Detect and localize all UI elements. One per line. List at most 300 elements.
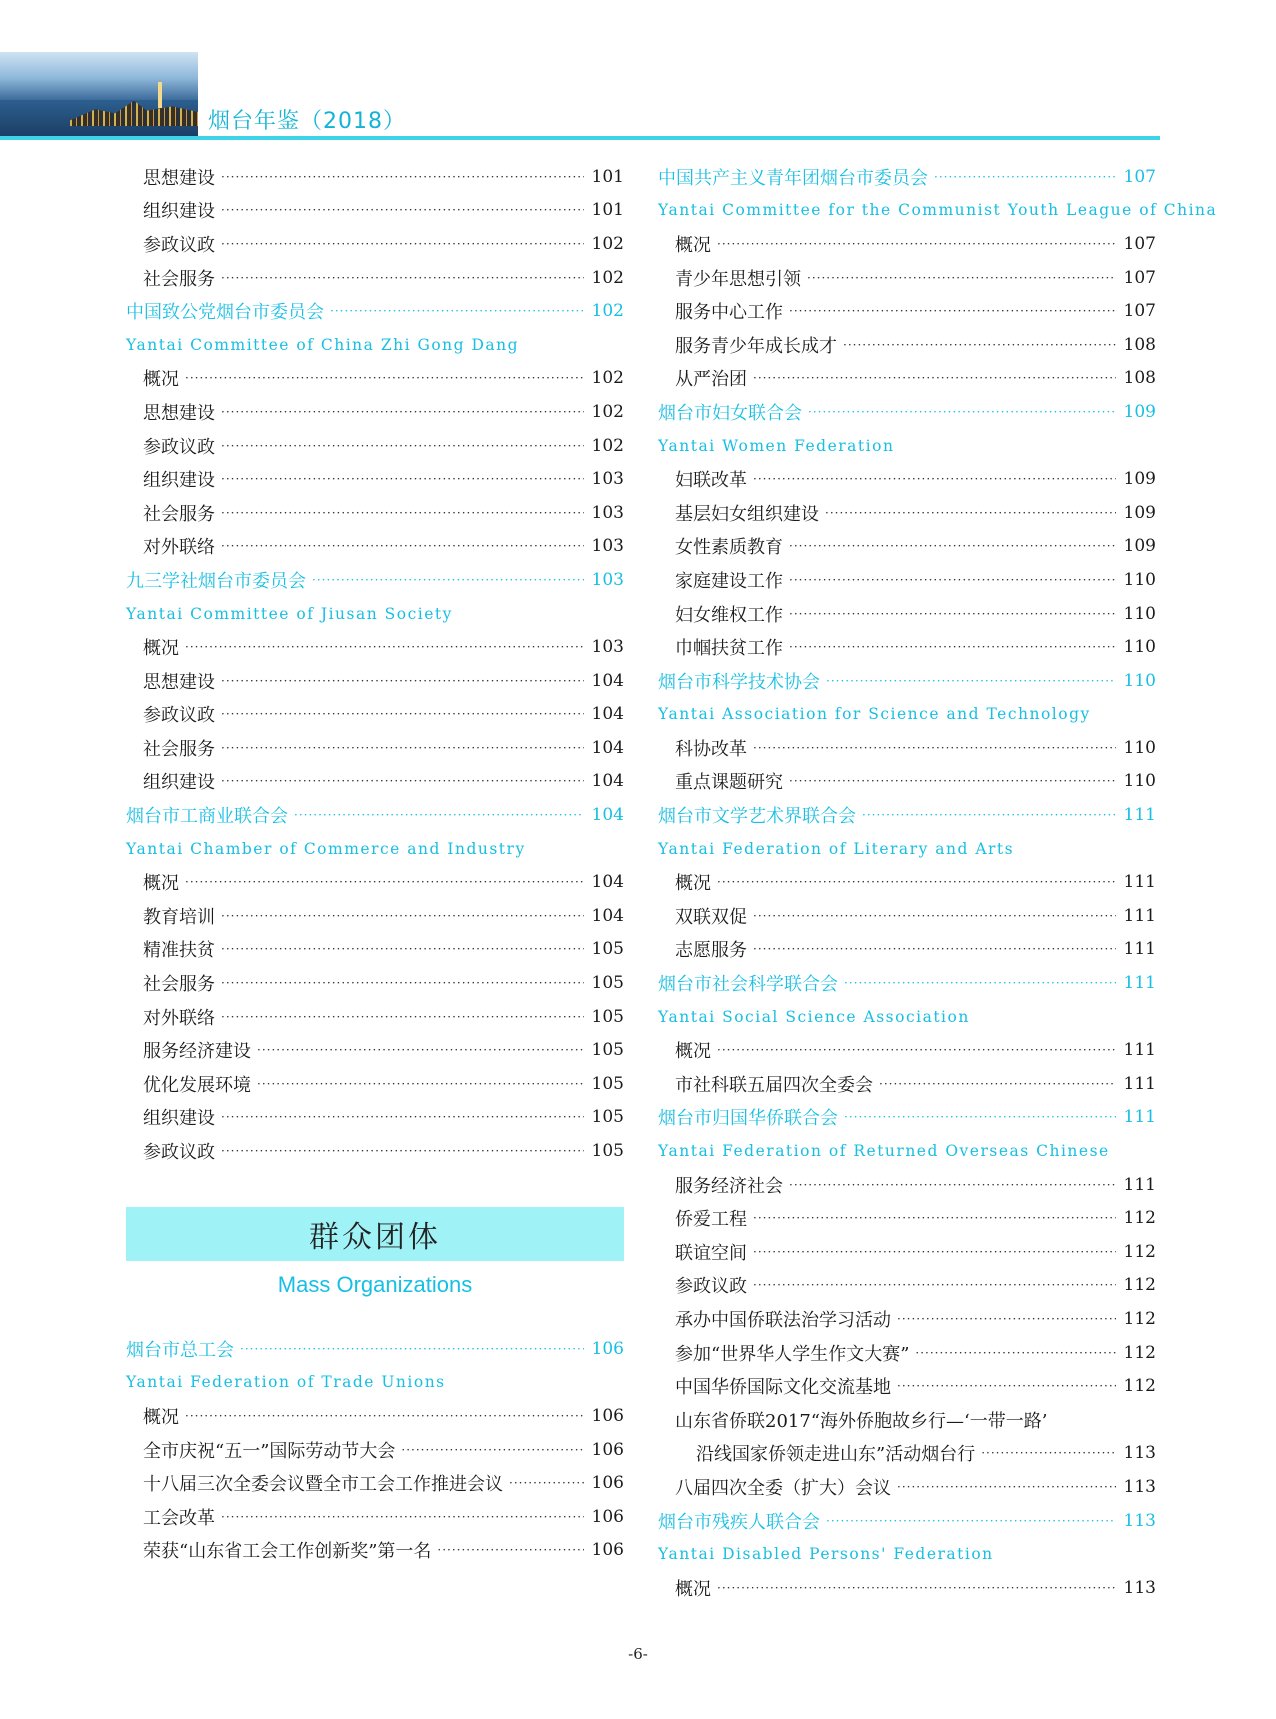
toc-entry[interactable] [658, 563, 1156, 597]
toc-entry-title: 参政议政 [143, 234, 215, 256]
toc-section-entry[interactable] [658, 798, 1156, 832]
toc-leader-dots [221, 539, 584, 553]
toc-entry-title: 市社科联五届四次全委会 [675, 1074, 873, 1096]
toc-entry-title: 概况 [143, 638, 179, 660]
toc-entry-title: 思想建设 [143, 167, 215, 189]
toc-page-number: 102 [591, 401, 624, 422]
toc-entry-title: 青少年思想引领 [675, 268, 801, 290]
toc-leader-dots [221, 271, 584, 285]
toc-section-entry[interactable] [658, 395, 1156, 429]
toc-entry-title: 从严治团 [675, 369, 747, 391]
toc-leader-dots [753, 371, 1116, 385]
toc-page-number: 111 [1123, 1174, 1156, 1195]
toc-page-number: 102 [591, 233, 624, 254]
toc-leader-dots [897, 1480, 1116, 1494]
toc-entry-title: 概况 [675, 873, 711, 895]
toc-page-number: 101 [591, 166, 624, 187]
toc-left-column [126, 160, 624, 1168]
toc-page-number: 112 [1123, 1275, 1156, 1296]
toc-entry-title: 参政议政 [143, 436, 215, 458]
page-number: -6- [628, 1645, 648, 1663]
toc-leader-dots [185, 640, 584, 654]
toc-entry[interactable] [126, 395, 624, 429]
toc-leader-dots [934, 170, 1116, 184]
toc-entry[interactable] [126, 1000, 624, 1034]
toc-leader-dots [789, 539, 1116, 553]
toc-page-number: 104 [591, 805, 624, 826]
toc-entry[interactable] [658, 1437, 1156, 1471]
toc-page-number: 113 [1123, 1510, 1156, 1531]
header-photo-tower [158, 82, 162, 108]
toc-entry[interactable] [658, 1033, 1156, 1067]
toc-page-number: 105 [591, 1006, 624, 1027]
toc-english-title [658, 194, 1218, 228]
toc-page-number: 106 [591, 1473, 624, 1494]
toc-page-number: 102 [591, 368, 624, 389]
toc-leader-dots [789, 1178, 1116, 1192]
toc-leader-dots [807, 271, 1116, 285]
toc-page-number: 107 [1123, 267, 1156, 288]
toc-entry[interactable] [658, 1302, 1156, 1336]
toc-entry-title: 烟台市文学艺术界联合会 [658, 806, 856, 828]
toc-page-number: 106 [591, 1439, 624, 1460]
toc-leader-dots [879, 1077, 1116, 1091]
toc-page-number: 103 [591, 637, 624, 658]
toc-section-entry[interactable] [126, 1332, 624, 1366]
toc-entry[interactable] [658, 933, 1156, 967]
toc-english-title [658, 832, 1156, 866]
toc-entry-title: 烟台市残疾人联合会 [658, 1511, 820, 1533]
toc-page-number: 111 [1123, 805, 1156, 826]
toc-entry-title: 双联双促 [675, 906, 747, 928]
toc-entry[interactable] [658, 1201, 1156, 1235]
toc-page-number: 111 [1123, 973, 1156, 994]
section-banner [126, 1207, 624, 1261]
toc-entry[interactable] [658, 530, 1156, 564]
toc-entry-title: 参政议政 [143, 1142, 215, 1164]
toc-entry[interactable] [126, 630, 624, 664]
toc-page-number: 109 [1123, 401, 1156, 422]
toc-page-number: 102 [591, 435, 624, 456]
toc-page-number: 112 [1123, 1376, 1156, 1397]
toc-english-title [658, 698, 1156, 732]
toc-page-number: 109 [1123, 536, 1156, 557]
toc-entry[interactable] [658, 765, 1156, 799]
toc-leader-dots [221, 439, 584, 453]
toc-leader-dots [185, 371, 584, 385]
toc-entry-title: 服务青少年成长成才 [675, 335, 837, 357]
toc-entry-title: 服务中心工作 [675, 302, 783, 324]
toc-entry-title: Yantai Committee of China Zhi Gong Dang [126, 335, 520, 354]
toc-page-number: 106 [591, 1506, 624, 1527]
toc-entry-title: 概况 [143, 369, 179, 391]
toc-page-number: 110 [1123, 637, 1156, 658]
toc-page-number: 113 [1123, 1476, 1156, 1497]
toc-leader-dots [221, 506, 584, 520]
toc-entry[interactable] [658, 1470, 1156, 1504]
toc-leader-dots [826, 1514, 1116, 1528]
toc-entry[interactable] [126, 765, 624, 799]
toc-entry-title: 概况 [143, 1406, 179, 1428]
toc-section-entry[interactable] [126, 294, 624, 328]
toc-leader-dots [844, 976, 1116, 990]
toc-section-entry[interactable] [658, 1504, 1156, 1538]
toc-entry[interactable] [126, 698, 624, 732]
toc-leader-dots [915, 1346, 1116, 1360]
toc-entry[interactable] [126, 362, 624, 396]
toc-entry[interactable] [658, 1369, 1156, 1403]
toc-entry-title: 教育培训 [143, 906, 215, 928]
toc-entry[interactable] [658, 630, 1156, 664]
toc-entry[interactable] [658, 462, 1156, 496]
toc-entry[interactable] [126, 1399, 624, 1433]
toc-entry-title: 烟台市归国华侨联合会 [658, 1108, 838, 1130]
toc-leader-dots [826, 674, 1116, 688]
toc-entry[interactable] [658, 227, 1156, 261]
toc-entry-title: Yantai Federation of Returned Overseas Chinese [658, 1142, 1110, 1161]
toc-page-number: 105 [591, 1073, 624, 1094]
toc-entry[interactable] [126, 1534, 624, 1568]
toc-page-number: 104 [591, 670, 624, 691]
toc-entry[interactable] [658, 1571, 1156, 1605]
toc-leader-dots [981, 1446, 1116, 1460]
toc-page-number: 104 [591, 704, 624, 725]
toc-entry[interactable] [126, 1433, 624, 1467]
toc-leader-dots [825, 506, 1116, 520]
toc-page-number: 102 [591, 301, 624, 322]
toc-page-number: 111 [1123, 905, 1156, 926]
toc-entry-title: 思想建设 [143, 671, 215, 693]
toc-entry-title: 精准扶贫 [143, 940, 215, 962]
toc-entry-title: Yantai Chamber of Commerce and Industry [126, 839, 526, 858]
toc-leader-dots [717, 1043, 1116, 1057]
toc-entry-title: 荣获“山东省工会工作创新奖”第一名 [143, 1541, 432, 1563]
section-banner-title: 群众团体 [309, 1220, 441, 1255]
toc-leader-dots [221, 405, 584, 419]
toc-entry-title: 社会服务 [143, 738, 215, 760]
toc-leader-dots [437, 1543, 584, 1557]
toc-entry[interactable] [126, 261, 624, 295]
toc-entry[interactable] [126, 1067, 624, 1101]
toc-leader-dots [509, 1476, 584, 1490]
toc-english-title [126, 328, 624, 362]
toc-entry[interactable] [658, 261, 1156, 295]
toc-entry-title: 社会服务 [143, 974, 215, 996]
toc-page-number: 102 [591, 267, 624, 288]
toc-entry-title: 烟台市科学技术协会 [658, 671, 820, 693]
toc-page-number: 110 [1123, 737, 1156, 758]
toc-leader-dots [808, 405, 1116, 419]
toc-page-number: 103 [591, 502, 624, 523]
toc-leader-dots [717, 1581, 1116, 1595]
toc-leader-dots [185, 875, 584, 889]
toc-leader-dots [221, 741, 584, 755]
toc-entry[interactable] [126, 1033, 624, 1067]
toc-entry[interactable] [126, 496, 624, 530]
toc-entry-title: 烟台市社会科学联合会 [658, 974, 838, 996]
toc-leader-dots [753, 1278, 1116, 1292]
toc-leader-dots [789, 774, 1116, 788]
toc-entry[interactable] [126, 227, 624, 261]
toc-page-number: 101 [591, 200, 624, 221]
toc-entry[interactable] [658, 597, 1156, 631]
toc-page-number: 113 [1123, 1577, 1156, 1598]
toc-leader-dots [897, 1312, 1116, 1326]
toc-entry-title: 概况 [675, 1578, 711, 1600]
toc-leader-dots [717, 875, 1116, 889]
toc-entry[interactable] [658, 1336, 1156, 1370]
toc-entry-title: 烟台市总工会 [126, 1339, 234, 1361]
toc-entry-title: Yantai Federation of Literary and Arts [658, 839, 1015, 858]
toc-page-number: 103 [591, 569, 624, 590]
toc-leader-dots [717, 237, 1116, 251]
header-city-photo [0, 52, 198, 138]
toc-leader-dots [312, 573, 584, 587]
toc-page-number: 110 [1123, 569, 1156, 590]
toc-leader-dots [753, 472, 1116, 486]
toc-leader-dots [221, 1144, 584, 1158]
toc-entry-title: 家庭建设工作 [675, 570, 783, 592]
toc-leader-dots [221, 472, 584, 486]
toc-english-title [126, 832, 624, 866]
toc-page-number: 111 [1123, 939, 1156, 960]
toc-entry[interactable] [126, 429, 624, 463]
toc-entry[interactable] [126, 966, 624, 1000]
toc-entry[interactable] [126, 530, 624, 564]
toc-leader-dots [240, 1342, 584, 1356]
toc-page-number: 104 [591, 905, 624, 926]
toc-page-number: 106 [591, 1338, 624, 1359]
toc-entry[interactable] [126, 194, 624, 228]
toc-leader-dots [330, 304, 584, 318]
toc-entry[interactable] [126, 462, 624, 496]
toc-entry[interactable] [658, 294, 1156, 328]
toc-page-number: 112 [1123, 1342, 1156, 1363]
header-rule [0, 136, 1160, 140]
toc-page-number: 108 [1123, 368, 1156, 389]
toc-page-number: 108 [1123, 334, 1156, 355]
toc-entry[interactable] [658, 362, 1156, 396]
toc-entry-title: 优化发展环境 [143, 1074, 251, 1096]
section-banner-subtitle: Mass Organizations [277, 1272, 473, 1297]
toc-english-title [126, 597, 624, 631]
toc-entry-title: Yantai Committee for the Communist Youth League of China [658, 201, 1218, 220]
toc-entry-title: 志愿服务 [675, 940, 747, 962]
toc-page-number: 107 [1123, 233, 1156, 254]
toc-entry-title: 重点课题研究 [675, 772, 783, 794]
toc-page-number: 112 [1123, 1208, 1156, 1229]
toc-entry-title: 服务经济建设 [143, 1041, 251, 1063]
toc-leader-dots [221, 909, 584, 923]
toc-entry-title: 思想建设 [143, 402, 215, 424]
toc-entry-title: 社会服务 [143, 503, 215, 525]
toc-english-title [126, 1366, 624, 1400]
toc-leader-dots [753, 909, 1116, 923]
toc-page-number: 105 [591, 1040, 624, 1061]
toc-leader-dots [221, 170, 584, 184]
toc-right-column [658, 160, 1218, 1605]
toc-entry[interactable] [126, 933, 624, 967]
toc-entry-title: Yantai Committee of Jiusan Society [126, 604, 453, 623]
toc-entry[interactable] [126, 160, 624, 194]
toc-entry[interactable] [658, 1269, 1156, 1303]
toc-leader-dots [862, 808, 1116, 822]
toc-entry-title: 女性素质教育 [675, 537, 783, 559]
toc-entry-title: 科协改革 [675, 738, 747, 760]
toc-entry[interactable] [126, 1101, 624, 1135]
toc-english-title [658, 1000, 1156, 1034]
toc-page-number: 110 [1123, 670, 1156, 691]
toc-page-number: 106 [591, 1405, 624, 1426]
toc-leader-dots [257, 1043, 584, 1057]
toc-entry-title: 九三学社烟台市委员会 [126, 570, 306, 592]
toc-entry-title: 工会改革 [143, 1507, 215, 1529]
toc-entry-title: 中国致公党烟台市委员会 [126, 302, 324, 324]
toc-page-number: 103 [591, 536, 624, 557]
toc-page-number: 104 [591, 771, 624, 792]
toc-entry-title: 概况 [143, 873, 179, 895]
toc-section-entry[interactable] [126, 563, 624, 597]
toc-entry-title: 组织建设 [143, 1108, 215, 1130]
toc-leader-dots [294, 808, 584, 822]
toc-page-number: 109 [1123, 502, 1156, 523]
toc-page-number: 104 [591, 872, 624, 893]
toc-entry[interactable] [658, 1067, 1156, 1101]
toc-entry-title: 烟台市工商业联合会 [126, 806, 288, 828]
toc-leader-dots [401, 1443, 584, 1457]
toc-entry-title: 侨爱工程 [675, 1209, 747, 1231]
toc-leader-dots [221, 1110, 584, 1124]
toc-entry-title: 八届四次全委（扩大）会议 [675, 1477, 891, 1499]
toc-leader-dots [221, 774, 584, 788]
toc-entry-title: 服务经济社会 [675, 1175, 783, 1197]
toc-page-number: 111 [1123, 1073, 1156, 1094]
toc-page-number: 112 [1123, 1308, 1156, 1329]
toc-entry-title: 联谊空间 [675, 1242, 747, 1264]
toc-english-title [658, 429, 1156, 463]
toc-entry-title: 概况 [675, 1041, 711, 1063]
toc-page-number: 111 [1123, 1040, 1156, 1061]
toc-entry-title: 组织建设 [143, 470, 215, 492]
toc-entry[interactable] [126, 1134, 624, 1168]
toc-entry[interactable] [126, 664, 624, 698]
toc-leader-dots [753, 1245, 1116, 1259]
toc-leader-dots [844, 1110, 1116, 1124]
toc-page-number: 104 [591, 737, 624, 758]
toc-leader-dots [753, 1211, 1116, 1225]
toc-leader-dots [185, 1409, 584, 1423]
toc-entry-title: 参加“世界华人学生作文大赛” [675, 1343, 910, 1365]
toc-entry-title: Yantai Federation of Trade Unions [126, 1373, 446, 1392]
toc-entry-title: Yantai Social Science Association [658, 1007, 970, 1026]
toc-section-entry[interactable] [126, 798, 624, 832]
toc-entry-title: Yantai Women Federation [658, 436, 895, 455]
toc-entry-title: 概况 [675, 234, 711, 256]
toc-entry[interactable] [126, 865, 624, 899]
toc-entry-title: 中国华侨国际文化交流基地 [675, 1377, 891, 1399]
toc-english-title [658, 1537, 1156, 1571]
toc-page-number: 107 [1123, 301, 1156, 322]
toc-entry-title: 十八届三次全委会议暨全市工会工作推进会议 [143, 1474, 503, 1496]
toc-leader-dots [221, 1010, 584, 1024]
toc-entry-title: Yantai Association for Science and Technology [658, 705, 1091, 724]
toc-entry-title: 承办中国侨联法治学习活动 [675, 1309, 891, 1331]
toc-entry[interactable] [126, 899, 624, 933]
toc-leader-dots [897, 1379, 1116, 1393]
toc-leader-dots [221, 674, 584, 688]
toc-page-number: 105 [591, 939, 624, 960]
toc-entry-title: 巾帼扶贫工作 [675, 638, 783, 660]
toc-entry-title: 全市庆祝“五一”国际劳动节大会 [143, 1440, 396, 1462]
toc-entry-title: 中国共产主义青年团烟台市委员会 [658, 167, 928, 189]
toc-entry[interactable] [126, 731, 624, 765]
toc-entry[interactable] [658, 731, 1156, 765]
toc-entry-title: 妇女维权工作 [675, 604, 783, 626]
toc-leader-dots [789, 607, 1116, 621]
toc-entry[interactable] [126, 1500, 624, 1534]
toc-entry-title: 对外联络 [143, 537, 215, 559]
toc-entry-title: 社会服务 [143, 268, 215, 290]
toc-section-entry[interactable] [658, 1101, 1156, 1135]
toc-page-number: 112 [1123, 1241, 1156, 1262]
toc-entry[interactable] [658, 899, 1156, 933]
toc-leader-dots [753, 741, 1116, 755]
toc-page-number: 105 [591, 973, 624, 994]
toc-page-number: 113 [1123, 1443, 1156, 1464]
toc-leader-dots [257, 1077, 584, 1091]
toc-page-number: 105 [591, 1107, 624, 1128]
toc-entry-title: Yantai Disabled Persons' Federation [658, 1545, 994, 1564]
toc-entry[interactable] [658, 1168, 1156, 1202]
toc-page-number: 110 [1123, 603, 1156, 624]
toc-entry[interactable] [126, 1466, 624, 1500]
toc-leader-dots [221, 203, 584, 217]
toc-entry-title: 组织建设 [143, 201, 215, 223]
toc-page-number: 111 [1123, 872, 1156, 893]
toc-english-title [658, 1134, 1156, 1168]
toc-section-entry[interactable] [658, 160, 1156, 194]
toc-entry-title: 对外联络 [143, 1007, 215, 1029]
toc-leader-dots [789, 304, 1116, 318]
toc-entry[interactable] [658, 1235, 1156, 1269]
toc-leader-dots [789, 640, 1116, 654]
toc-page-number: 105 [591, 1141, 624, 1162]
toc-section-entry[interactable] [658, 664, 1156, 698]
toc-entry[interactable] [658, 328, 1156, 362]
toc-entry-title: 参政议政 [675, 1276, 747, 1298]
yearbook-title: 烟台年鉴（2018） [208, 109, 406, 134]
toc-entry-title: 组织建设 [143, 772, 215, 794]
toc-leader-dots [789, 573, 1116, 587]
toc-entry[interactable] [658, 865, 1156, 899]
toc-entry-title: 妇联改革 [675, 470, 747, 492]
toc-entry[interactable] [658, 496, 1156, 530]
toc-page-number: 109 [1123, 469, 1156, 490]
toc-leader-dots [221, 942, 584, 956]
toc-entry-title: 山东省侨联2017“海外侨胞故乡行—‘一带一路’ [675, 1410, 1048, 1432]
toc-leader-dots [221, 707, 584, 721]
toc-entry [658, 1403, 1156, 1437]
toc-leader-dots [221, 237, 584, 251]
toc-leader-dots [221, 976, 584, 990]
toc-leader-dots [221, 1510, 584, 1524]
toc-page-number: 110 [1123, 771, 1156, 792]
toc-left-column-lower [126, 1332, 624, 1567]
toc-leader-dots [843, 338, 1116, 352]
toc-page-number: 107 [1123, 166, 1156, 187]
toc-page-number: 111 [1123, 1107, 1156, 1128]
toc-section-entry[interactable] [658, 966, 1156, 1000]
